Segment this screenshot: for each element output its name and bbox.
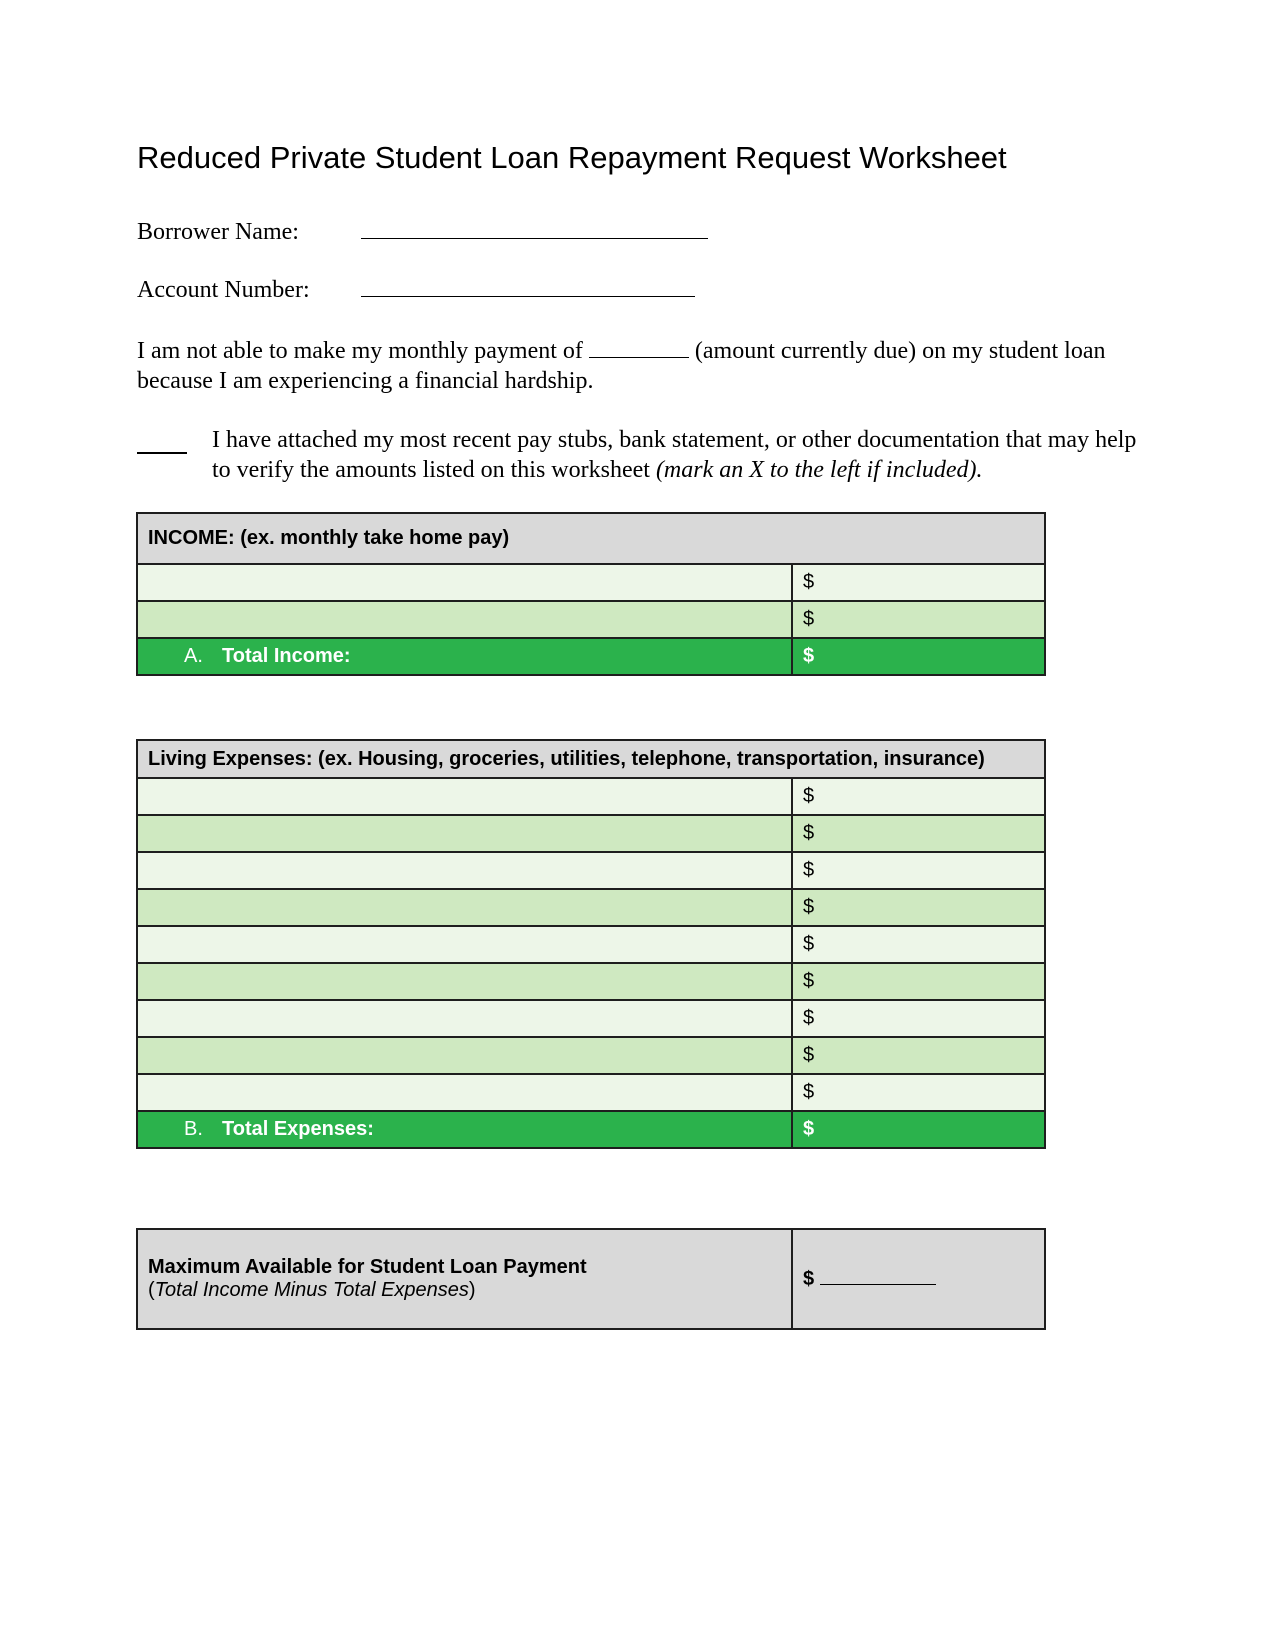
- expense-description-cell[interactable]: [137, 778, 792, 815]
- expense-description-cell[interactable]: [137, 963, 792, 1000]
- maximum-payment-table: [136, 1228, 1046, 1330]
- total-income-label: Total Income:: [222, 645, 351, 667]
- expense-row: [137, 815, 1045, 852]
- expense-row: [137, 1000, 1045, 1037]
- expense-row: [137, 963, 1045, 1000]
- income-row: [137, 601, 1045, 638]
- account-number-field: [137, 276, 695, 304]
- expense-description-cell[interactable]: [137, 1037, 792, 1074]
- expenses-header: Living Expenses: (ex. Housing, groceries, utilities, telephone, transportation, insurance): [137, 740, 1045, 778]
- expense-row: [137, 926, 1045, 963]
- hardship-statement: [137, 336, 1137, 396]
- income-row: [137, 564, 1045, 601]
- expense-row: [137, 1037, 1045, 1074]
- attachment-note: (mark an X to the left if included).: [655, 457, 983, 483]
- maximum-payment-amount-input[interactable]: [820, 1268, 936, 1285]
- maximum-payment-amount-cell: [792, 1229, 1045, 1329]
- maximum-payment-currency: $: [803, 1267, 815, 1290]
- attachment-checkbox-line[interactable]: [137, 452, 187, 454]
- total-expenses-letter: B.: [184, 1118, 203, 1140]
- expense-amount-cell[interactable]: $: [792, 1000, 1045, 1037]
- expense-description-cell[interactable]: [137, 1074, 792, 1111]
- maximum-payment-row: [137, 1229, 1045, 1329]
- expense-amount-cell[interactable]: $: [792, 1037, 1045, 1074]
- expense-amount-cell[interactable]: $: [792, 815, 1045, 852]
- expense-amount-cell[interactable]: $: [792, 889, 1045, 926]
- expense-amount-cell[interactable]: $: [792, 852, 1045, 889]
- attachment-statement: [212, 425, 1152, 485]
- expense-amount-cell[interactable]: $: [792, 926, 1045, 963]
- total-expenses-amount[interactable]: $: [792, 1111, 1045, 1148]
- maximum-payment-label-cell: [137, 1229, 792, 1329]
- borrower-name-label: Borrower Name:: [137, 219, 299, 245]
- account-number-label: Account Number:: [137, 277, 310, 303]
- expense-amount-cell[interactable]: $: [792, 1074, 1045, 1111]
- income-table: [136, 512, 1046, 676]
- expense-description-cell[interactable]: [137, 1000, 792, 1037]
- income-description-cell[interactable]: [137, 564, 792, 601]
- total-expenses-label-cell: [137, 1111, 792, 1148]
- total-expenses-row: [137, 1111, 1045, 1148]
- income-header: INCOME: (ex. monthly take home pay): [137, 513, 1045, 564]
- expense-description-cell[interactable]: [137, 815, 792, 852]
- account-number-input[interactable]: [361, 276, 695, 297]
- expense-row: [137, 1074, 1045, 1111]
- expense-row: [137, 852, 1045, 889]
- borrower-name-field: [137, 218, 708, 246]
- sublabel-close-paren: ): [468, 1279, 476, 1301]
- expenses-header-row: [137, 740, 1045, 778]
- expense-row: [137, 778, 1045, 815]
- expense-row: [137, 889, 1045, 926]
- expense-amount-cell[interactable]: $: [792, 963, 1045, 1000]
- expense-description-cell[interactable]: [137, 852, 792, 889]
- hardship-text-end: (amount currently due) on my student loan because I am experiencing a financial hardship.: [137, 338, 1106, 394]
- sublabel-open-paren: (: [148, 1279, 155, 1301]
- expenses-table: [136, 739, 1046, 1149]
- expense-amount-cell[interactable]: $: [792, 778, 1045, 815]
- total-income-letter: A.: [184, 645, 203, 667]
- income-header-row: [137, 513, 1045, 564]
- expense-description-cell[interactable]: [137, 889, 792, 926]
- page-title: Reduced Private Student Loan Repayment Request Worksheet: [137, 140, 1007, 175]
- maximum-payment-label: Maximum Available for Student Loan Payment: [148, 1256, 587, 1278]
- borrower-name-input[interactable]: [361, 218, 708, 239]
- total-income-amount[interactable]: $: [792, 638, 1045, 675]
- hardship-text-start: I am not able to make my monthly payment of: [137, 338, 589, 364]
- payment-amount-input[interactable]: [589, 337, 689, 358]
- total-income-row: [137, 638, 1045, 675]
- attachment-text: I have attached my most recent pay stubs, bank statement, or other documentation that may help to verify the amounts listed on this worksheet: [212, 427, 1137, 483]
- maximum-payment-sublabel: [148, 1279, 781, 1302]
- expense-description-cell[interactable]: [137, 926, 792, 963]
- total-expenses-label: Total Expenses:: [222, 1118, 374, 1140]
- income-amount-cell[interactable]: $: [792, 564, 1045, 601]
- total-income-label-cell: [137, 638, 792, 675]
- income-amount-cell[interactable]: $: [792, 601, 1045, 638]
- sublabel-formula: Total Income Minus Total Expenses: [154, 1279, 469, 1301]
- income-description-cell[interactable]: [137, 601, 792, 638]
